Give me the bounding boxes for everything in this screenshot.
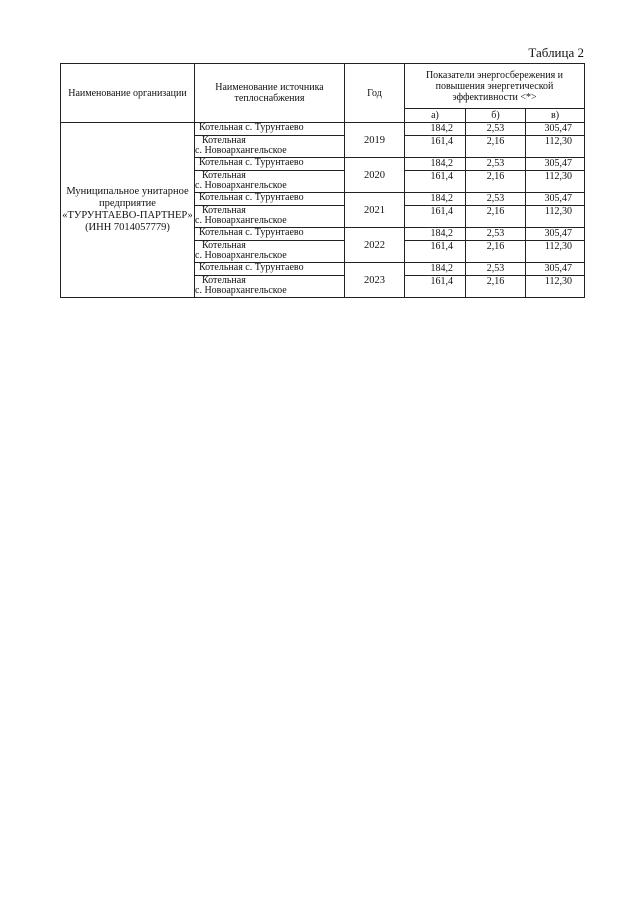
table-row [61, 123, 585, 136]
value-b-cell: 2,53 [466, 263, 526, 276]
header-source: Наименование источника теплоснабжения [195, 64, 345, 123]
value-b-cell: 2,53 [466, 123, 526, 136]
value-c-cell: 112,30 [526, 241, 585, 263]
source-cell [195, 276, 345, 298]
source-cell: Котельная с. Турунтаево [195, 193, 345, 206]
value-c-cell: 112,30 [526, 276, 585, 298]
source-cell [195, 136, 345, 158]
value-a-cell: 184,2 [405, 193, 466, 206]
value-c-cell: 305,47 [526, 158, 585, 171]
year-cell: 2022 [345, 228, 405, 263]
value-a-cell: 161,4 [405, 241, 466, 263]
value-c-cell: 112,30 [526, 206, 585, 228]
value-a-cell: 184,2 [405, 263, 466, 276]
source-line: Котельная [202, 275, 246, 286]
value-a-cell: 161,4 [405, 171, 466, 193]
header-col-a: а) [405, 109, 466, 123]
source-cell [195, 206, 345, 228]
source-cell [195, 171, 345, 193]
value-a-cell: 161,4 [405, 206, 466, 228]
year-cell: 2021 [345, 193, 405, 228]
source-line: с. Новоархангельское [195, 180, 287, 191]
value-c-cell: 305,47 [526, 228, 585, 241]
source-cell [195, 241, 345, 263]
source-line: с. Новоархангельское [195, 215, 287, 226]
indicators-table [60, 63, 585, 298]
value-a-cell: 184,2 [405, 158, 466, 171]
value-b-cell: 2,16 [466, 241, 526, 263]
source-cell: Котельная с. Турунтаево [195, 123, 345, 136]
source-cell: Котельная с. Турунтаево [195, 158, 345, 171]
year-cell: 2020 [345, 158, 405, 193]
value-c-cell: 305,47 [526, 123, 585, 136]
value-b-cell: 2,53 [466, 193, 526, 206]
value-a-cell: 184,2 [405, 228, 466, 241]
header-indicators: Показатели энергосбережения и повышения энергетической эффективности <*> [405, 64, 585, 109]
table-body [61, 123, 585, 298]
value-c-cell: 305,47 [526, 193, 585, 206]
value-c-cell: 305,47 [526, 263, 585, 276]
source-line: Котельная [202, 135, 246, 146]
year-cell: 2019 [345, 123, 405, 158]
value-b-cell: 2,16 [466, 136, 526, 158]
source-line: с. Новоархангельское [195, 250, 287, 261]
header-year: Год [345, 64, 405, 123]
value-b-cell: 2,16 [466, 206, 526, 228]
organization-cell: Муниципальное унитарное предприятие «ТУРУНТАЕВО-ПАРТНЕР» (ИНН 7014057779) [61, 123, 195, 298]
source-line: с. Новоархангельское [195, 285, 287, 296]
value-c-cell: 112,30 [526, 171, 585, 193]
value-c-cell: 112,30 [526, 136, 585, 158]
source-line: Котельная [202, 240, 246, 251]
value-b-cell: 2,53 [466, 158, 526, 171]
value-b-cell: 2,53 [466, 228, 526, 241]
source-line: с. Новоархангельское [195, 145, 287, 156]
header-col-c: в) [526, 109, 585, 123]
header-org: Наименование организации [61, 64, 195, 123]
source-cell: Котельная с. Турунтаево [195, 228, 345, 241]
value-b-cell: 2,16 [466, 171, 526, 193]
value-a-cell: 161,4 [405, 136, 466, 158]
value-a-cell: 161,4 [405, 276, 466, 298]
value-a-cell: 184,2 [405, 123, 466, 136]
table-caption: Таблица 2 [528, 45, 584, 60]
year-cell: 2023 [345, 263, 405, 298]
source-cell: Котельная с. Турунтаево [195, 263, 345, 276]
value-b-cell: 2,16 [466, 276, 526, 298]
source-line: Котельная [202, 170, 246, 181]
header-col-b: б) [466, 109, 526, 123]
source-line: Котельная [202, 205, 246, 216]
